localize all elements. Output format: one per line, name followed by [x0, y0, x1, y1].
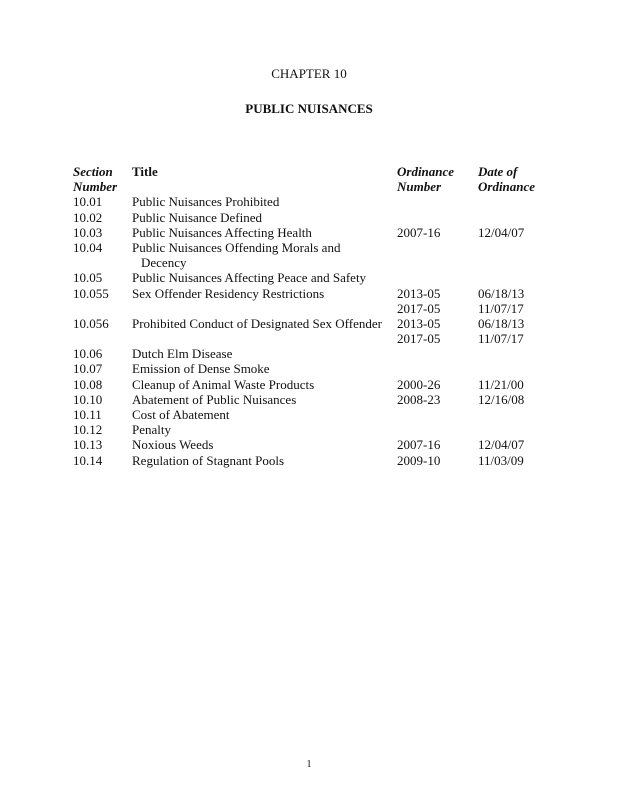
ordinance-date: 12/16/08 [478, 391, 525, 407]
section-number: 10.03 [73, 224, 103, 240]
table-header-row-1 [73, 164, 553, 179]
table-row [73, 331, 553, 346]
ordinance-number: 2013-05 [397, 285, 441, 301]
section-number: 10.05 [73, 270, 103, 286]
ordinance-number: 2009-10 [397, 452, 441, 468]
section-title: Cleanup of Animal Waste Products [132, 376, 315, 392]
section-title: Prohibited Conduct of Designated Sex Offender [132, 315, 382, 331]
table-row [73, 361, 553, 376]
table-row [73, 194, 553, 209]
ordinance-number: 2017-05 [397, 331, 441, 347]
section-number: 10.10 [73, 391, 103, 407]
table-row [73, 316, 553, 331]
ordinance-date: 11/21/00 [478, 376, 524, 392]
header-date-ordinance: Ordinance [478, 179, 536, 195]
header-section: Section [73, 164, 113, 179]
section-number: 10.14 [73, 452, 103, 468]
table-row [73, 453, 553, 468]
header-section-number: Number [73, 179, 118, 195]
section-title: Public Nuisances Affecting Health [132, 224, 312, 240]
section-title: Public Nuisances Affecting Peace and Safety [132, 270, 367, 286]
section-title: Noxious Weeds [132, 437, 214, 453]
section-number: 10.12 [73, 422, 103, 438]
section-number: 10.056 [73, 315, 109, 331]
ordinance-date: 11/07/17 [478, 300, 524, 316]
section-title: Public Nuisance Defined [132, 209, 262, 225]
ordinance-date: 11/07/17 [478, 331, 524, 347]
ordinance-number: 2000-26 [397, 376, 441, 392]
section-number: 10.13 [73, 437, 103, 453]
ordinance-date: 11/03/09 [478, 452, 524, 468]
table-header-row-2 [73, 179, 553, 194]
section-title: Abatement of Public Nuisances [132, 391, 297, 407]
section-title: Regulation of Stagnant Pools [132, 452, 285, 468]
ordinance-number: 2008-23 [397, 391, 441, 407]
table-row [73, 407, 553, 422]
ordinance-date: 06/18/13 [478, 285, 525, 301]
page-number: 1 [306, 759, 312, 770]
header-title: Title [132, 164, 158, 179]
header-date: Date of [478, 164, 518, 179]
chapter-title: PUBLIC NUISANCES [245, 101, 373, 116]
chapter-number: CHAPTER 10 [271, 66, 347, 81]
table-row [73, 392, 553, 407]
section-title: Public Nuisances Prohibited [132, 194, 280, 210]
section-number: 10.055 [73, 285, 109, 301]
table-row [73, 422, 553, 437]
ordinance-number: 2007-16 [397, 224, 441, 240]
table-row [73, 286, 553, 301]
section-title: Sex Offender Residency Restrictions [132, 285, 325, 301]
section-title: Cost of Abatement [132, 407, 230, 422]
section-number: 10.11 [73, 407, 102, 422]
table-row [73, 210, 553, 225]
table-row [73, 437, 553, 452]
section-title: Emission of Dense Smoke [132, 361, 270, 377]
table-row [73, 301, 553, 316]
ordinance-number: 2013-05 [397, 315, 441, 331]
ordinance-date: 06/18/13 [478, 315, 525, 331]
section-title: Dutch Elm Disease [132, 346, 233, 362]
table-row [73, 225, 553, 240]
header-ordinance: Ordinance [397, 164, 455, 179]
section-number: 10.02 [73, 209, 103, 225]
table-row [73, 255, 553, 270]
table-row [73, 270, 553, 285]
section-title: Public Nuisances Offending Morals and [132, 239, 341, 255]
table-row [73, 346, 553, 361]
header-ordinance-number: Number [397, 179, 442, 195]
section-number: 10.07 [73, 361, 103, 377]
ordinance-number: 2007-16 [397, 437, 441, 453]
sections-table [73, 164, 553, 468]
table-row [73, 240, 553, 255]
section-number: 10.01 [73, 194, 103, 210]
section-title: Penalty [132, 422, 171, 438]
ordinance-date: 12/04/07 [478, 437, 525, 453]
section-title: Decency [141, 255, 187, 271]
ordinance-date: 12/04/07 [478, 224, 525, 240]
table-row [73, 377, 553, 392]
section-number: 10.04 [73, 239, 103, 255]
section-number: 10.08 [73, 376, 103, 392]
section-number: 10.06 [73, 346, 103, 362]
ordinance-number: 2017-05 [397, 300, 441, 316]
